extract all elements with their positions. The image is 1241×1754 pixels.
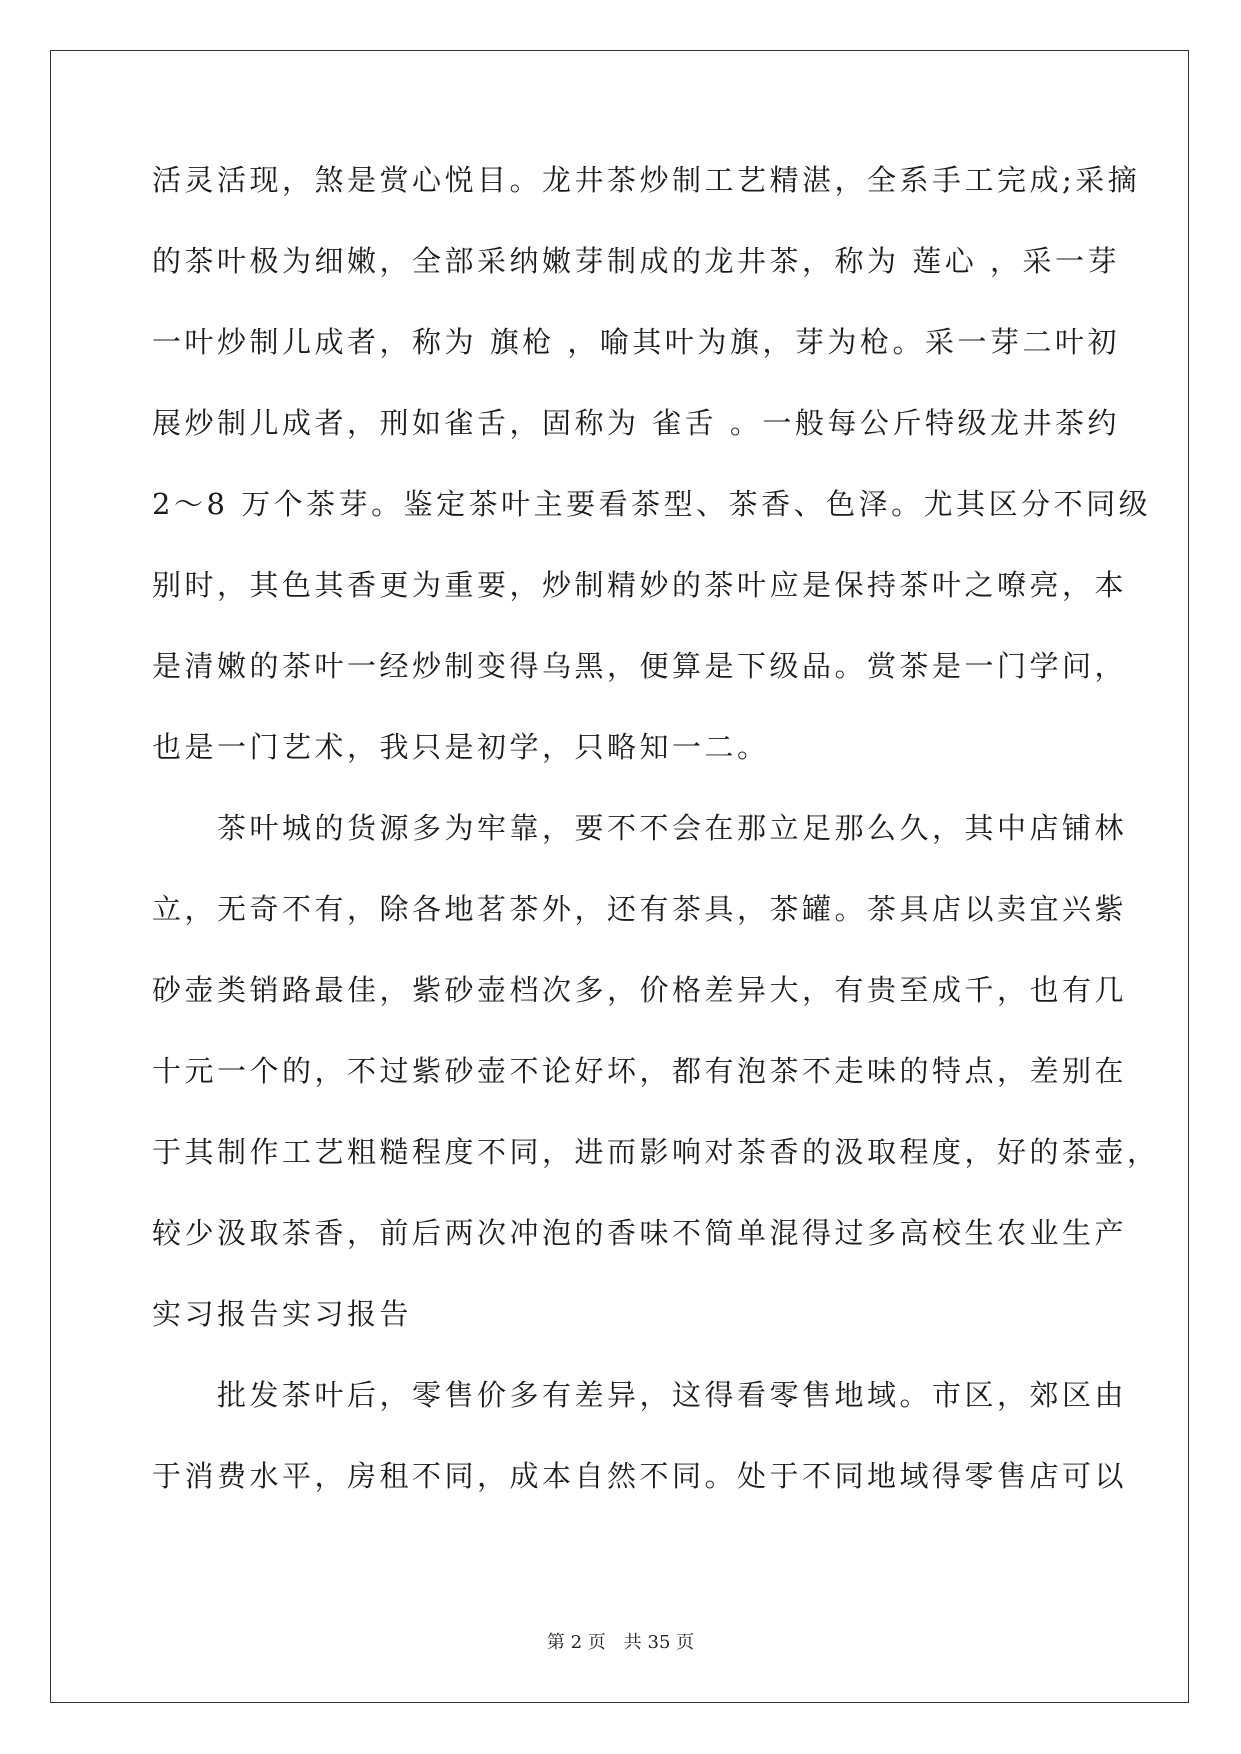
text-line: 于其制作工艺粗糙程度不同，进而影响对茶香的汲取程度，好的茶壶， bbox=[152, 1135, 1160, 1169]
text-line: 实习报告实习报告 bbox=[152, 1297, 413, 1331]
document-body bbox=[152, 162, 1160, 1539]
text-line: 展炒制儿成者，刑如雀舌，固称为 雀舌 。一般每公斤特级龙井茶约 bbox=[152, 406, 1120, 440]
text-line: 茶叶城的货源多为牢靠，要不不会在那立足那么久，其中店铺林 bbox=[152, 811, 1128, 845]
text-line: 立，无奇不有，除各地茗茶外，还有茶具，茶罐。茶具店以卖宜兴紫 bbox=[152, 892, 1128, 926]
text-line: 于消费水平，房租不同，成本自然不同。处于不同地域得零售店可以 bbox=[152, 1459, 1128, 1493]
text-line: 较少汲取茶香，前后两次冲泡的香味不简单混得过多高校生农业生产 bbox=[152, 1216, 1128, 1250]
text-line: 的茶叶极为细嫩，全部采纳嫩芽制成的龙井茶，称为 莲心 ，采一芽 bbox=[152, 244, 1120, 278]
text-line: 一叶炒制儿成者，称为 旗枪 ，喻其叶为旗，芽为枪。采一芽二叶初 bbox=[152, 325, 1120, 359]
text-line: 活灵活现，煞是赏心悦目。龙井茶炒制工艺精湛，全系手工完成;采摘 bbox=[152, 163, 1141, 197]
text-line: 也是一门艺术，我只是初学，只略知一二。 bbox=[152, 730, 770, 764]
text-line: 批发茶叶后，零售价多有差异，这得看零售地域。市区，郊区由 bbox=[152, 1378, 1128, 1412]
page-number: 第 2 页 共 35 页 bbox=[546, 1632, 695, 1653]
text-line: 是清嫩的茶叶一经炒制变得乌黑，便算是下级品。赏茶是一门学问， bbox=[152, 649, 1128, 683]
text-line: 十元一个的，不过紫砂壶不论好坏，都有泡茶不走味的特点，差别在 bbox=[152, 1054, 1128, 1088]
text-line: 2～8 万个茶芽。鉴定茶叶主要看茶型、茶香、色泽。尤其区分不同级 bbox=[152, 487, 1152, 521]
text-line: 别时，其色其香更为重要，炒制精妙的茶叶应是保持茶叶之嘹亮，本 bbox=[152, 568, 1128, 602]
text-line: 砂壶类销路最佳，紫砂壶档次多，价格差异大，有贵至成千，也有几 bbox=[152, 973, 1128, 1007]
